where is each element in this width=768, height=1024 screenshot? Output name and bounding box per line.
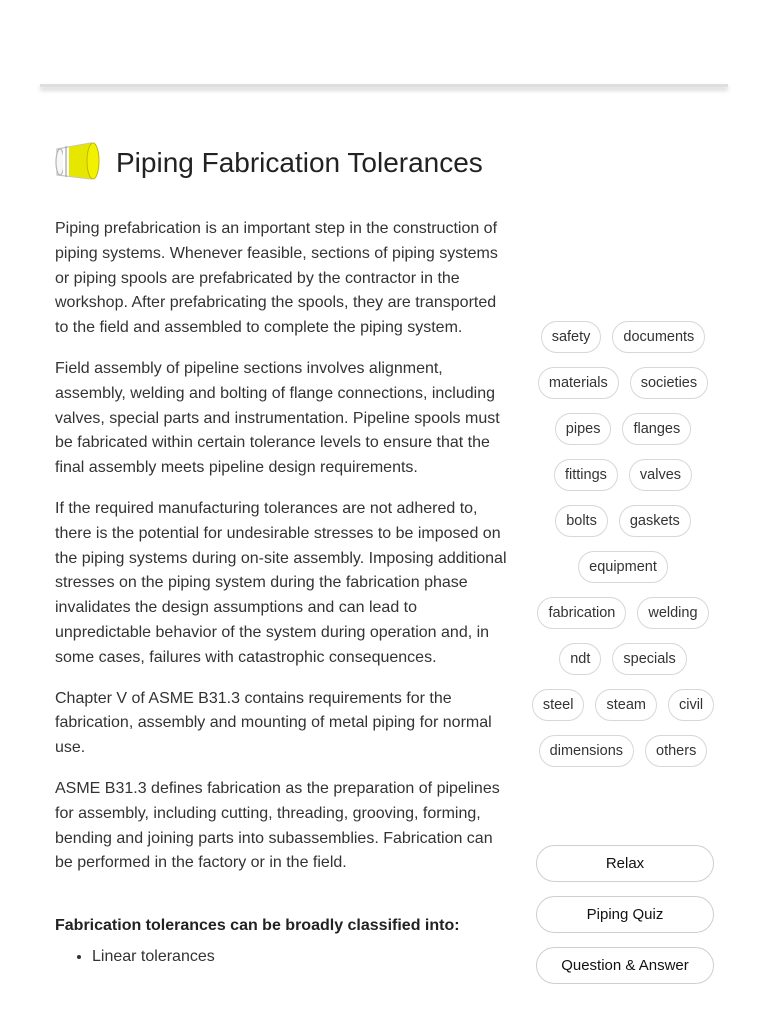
tag-gaskets[interactable]: gaskets [619,505,691,537]
tag-dimensions[interactable]: dimensions [539,735,634,767]
tolerance-list [55,945,513,970]
tag-welding[interactable]: welding [637,597,708,629]
tag-bolts[interactable]: bolts [555,505,608,537]
tag-civil[interactable]: civil [668,689,714,721]
article-content [55,217,513,970]
tag-safety[interactable]: safety [541,321,602,353]
section-subheading: Fabrication tolerances can be broadly classified into: [55,917,460,935]
sidebar-links [536,845,714,998]
page-title: Piping Fabrication Tolerances [116,147,483,178]
article-paragraph: Piping prefabrication is an important step in the construction of piping systems. Whenever feasible, sections of piping systems or piping spools are prefabricated by the contractor in the workshop. After prefabricating the spools, they are transported to the field and assembled to complete the piping system. [55,220,498,337]
article-paragraph: Chapter V of ASME B31.3 contains requirements for the fabrication, assembly and mounting of metal piping for normal use. [55,689,492,757]
tag-documents[interactable]: documents [612,321,705,353]
pipe-icon [54,140,102,182]
piping-quiz-button[interactable]: Piping Quiz [536,896,714,933]
header-divider [40,84,728,87]
title-row [54,140,734,186]
tag-specials[interactable]: specials [612,643,686,675]
tag-materials[interactable]: materials [538,367,619,399]
tag-fabrication[interactable]: fabrication [537,597,626,629]
list-item: • Linear tolerances [92,945,513,970]
tag-pipes[interactable]: pipes [555,413,612,445]
category-tags [530,321,716,767]
tag-steel[interactable]: steel [532,689,585,721]
tag-fittings[interactable]: fittings [554,459,618,491]
tag-societies[interactable]: societies [630,367,708,399]
tag-others[interactable]: others [645,735,707,767]
tag-ndt[interactable]: ndt [559,643,601,675]
relax-button[interactable]: Relax [536,845,714,882]
tag-equipment[interactable]: equipment [578,551,668,583]
article-paragraph: Field assembly of pipeline sections involves alignment, assembly, welding and bolting of flange connections, including valves, special parts and instrumentation. Pipeline spools must be fabricated within certain tolerance levels to ensure that the final assembly meets pipeline design requirements. [55,359,500,477]
question-answer-button[interactable]: Question & Answer [536,947,714,984]
article-paragraph: If the required manufacturing tolerances are not adhered to, there is the potential for undesirable stresses to be imposed on the piping systems during on-site assembly. Imposing additional stresses on the piping system during the fabrication phase invalidates the design assumptions and can lead to unpredictable behavior of the system during operation and, in some cases, failures with catastrophic consequences. [55,499,507,666]
article-paragraph: ASME B31.3 defines fabrication as the preparation of pipelines for assembly, including cutting, threading, grooving, forming, bending and joining parts into subassemblies. Fabrication can be performed in the factory or in the field. [55,779,500,872]
tag-flanges[interactable]: flanges [622,413,691,445]
tag-valves[interactable]: valves [629,459,692,491]
tag-steam[interactable]: steam [595,689,657,721]
